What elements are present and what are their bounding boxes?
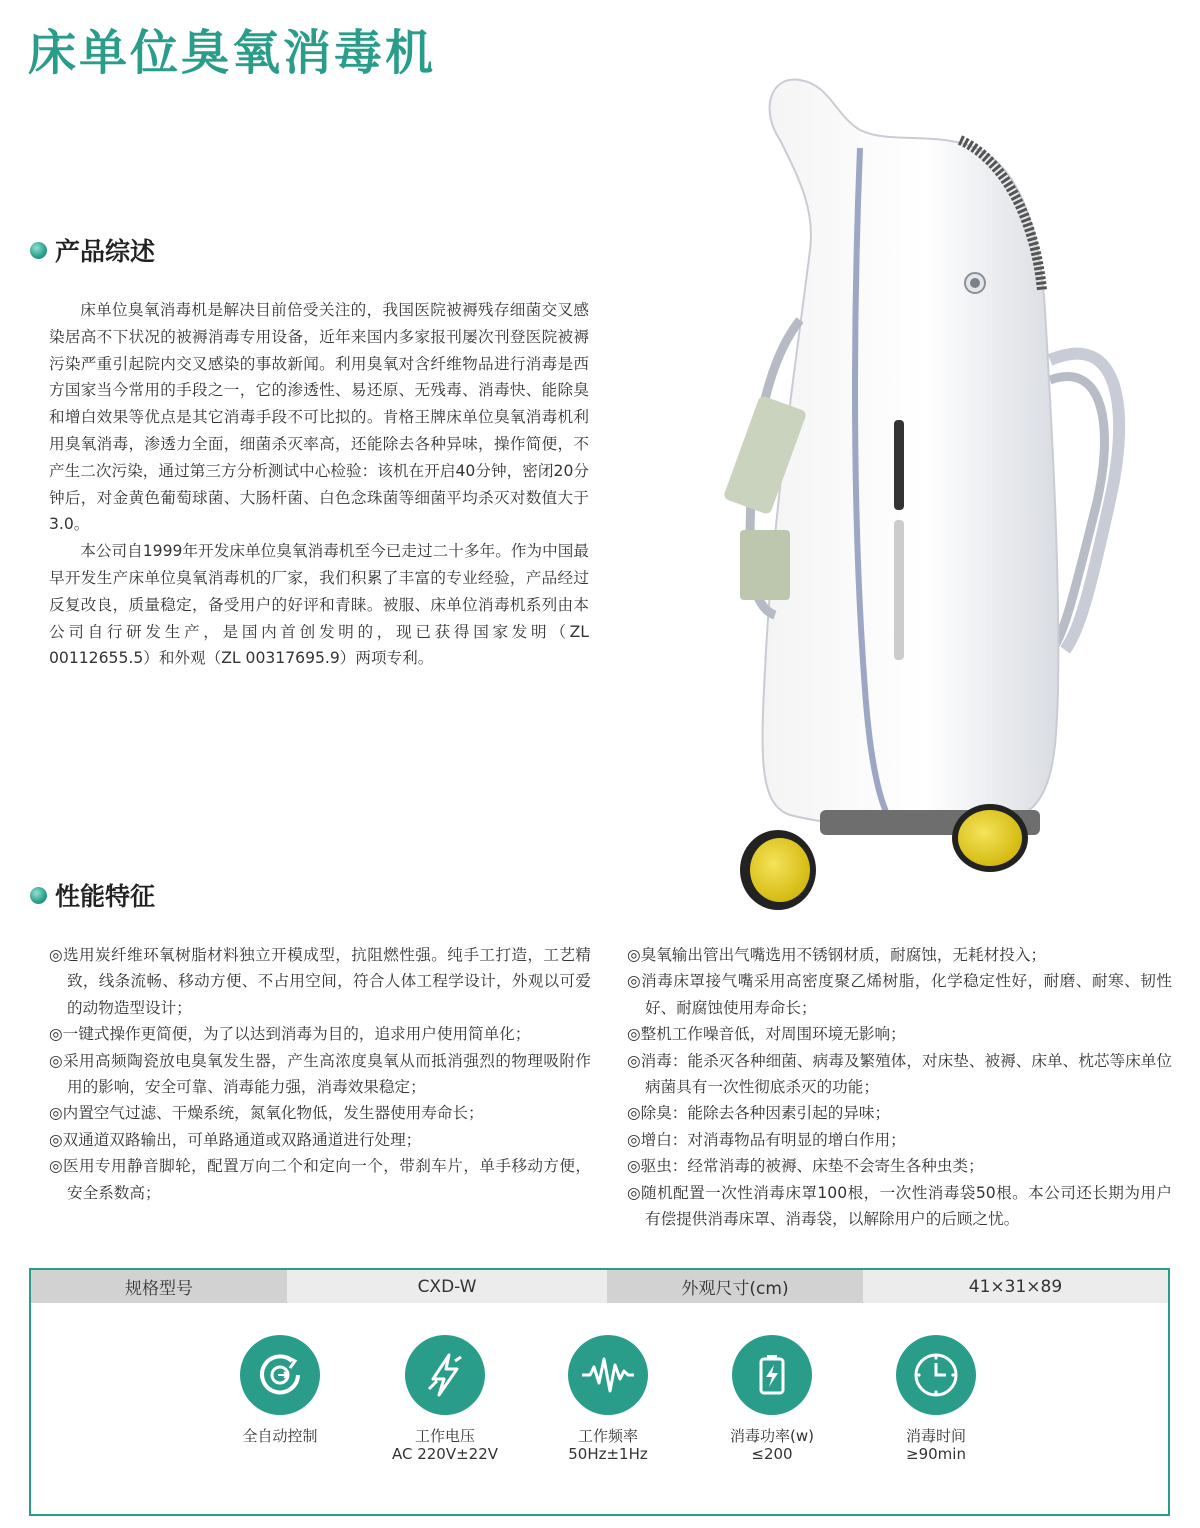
feature-item: ◎驱虫：经常消毒的被褥、床垫不会寄生各种虫类； <box>627 1157 984 1176</box>
spec-icon-item <box>365 1335 525 1463</box>
spec-icon-label: 消毒功率(w) <box>730 1427 814 1445</box>
feature-item: ◎双通道双路输出，可单路通道或双路通道进行处理； <box>49 1130 422 1149</box>
spec-icon-label: 消毒时间 <box>905 1427 966 1445</box>
frequency-icon <box>568 1335 648 1415</box>
spec-icon-value: AC 220V±22V <box>391 1445 499 1463</box>
spec-model-label: 规格型号 <box>31 1270 287 1303</box>
time-icon <box>896 1335 976 1415</box>
spec-icon-value: ≥90min <box>906 1445 966 1463</box>
spec-size-label: 外观尺寸(cm) <box>607 1270 863 1303</box>
features-heading-text: 性能特征 <box>55 882 156 911</box>
spec-icon-item <box>200 1335 360 1445</box>
spec-icon-label: 工作频率 <box>577 1427 638 1445</box>
page-title: 床单位臭氧消毒机 <box>28 25 437 81</box>
feature-item: ◎随机配置一次性消毒床罩100根，一次性消毒袋50根。本公司还长期为用户有偿提供消毒床罩、消毒袋，以解除用户的后顾之忧。 <box>627 1183 1172 1229</box>
spec-model-value: CXD-W <box>287 1270 607 1303</box>
feature-item: ◎增白：对消毒物品有明显的增白作用； <box>627 1130 906 1149</box>
spec-icon-value: ≤200 <box>751 1445 793 1463</box>
feature-item: ◎采用高频陶瓷放电臭氧发生器，产生高浓度臭氧从而抵消强烈的物理吸附作用的影响，安全可靠、消毒能力强，消毒效果稳定； <box>49 1051 591 1097</box>
spec-icon-label: 工作电压 <box>414 1427 475 1445</box>
bullet-dot-icon <box>30 887 47 904</box>
feature-item: ◎消毒：能杀灭各种细菌、病毒及繁殖体，对床垫、被褥、床单、枕芯等床单位病菌具有一次性彻底杀灭的功能； <box>627 1051 1172 1097</box>
feature-item: ◎一键式操作更简便，为了以达到消毒为目的，追求用户使用简单化； <box>49 1025 531 1044</box>
feature-item: ◎整机工作噪音低，对周围环境无影响； <box>627 1025 906 1044</box>
spec-icon-item <box>692 1335 852 1463</box>
power-icon <box>732 1335 812 1415</box>
features-heading <box>30 877 155 913</box>
product-image <box>720 70 1150 920</box>
auto-control-icon <box>240 1335 320 1415</box>
feature-item: ◎选用炭纤维环氧树脂材料独立开模成型，抗阻燃性强。纯手工打造，工艺精致，线条流畅、移动方便、不占用空间，符合人体工程学设计，外观以可爱的动物造型设计； <box>49 946 591 1017</box>
spec-icon-item <box>856 1335 1016 1463</box>
overview-text <box>49 297 589 672</box>
overview-heading <box>30 232 155 268</box>
overview-heading-text: 产品综述 <box>55 237 156 266</box>
feature-item: ◎臭氧输出管出气嘴选用不锈钢材质，耐腐蚀，无耗材投入； <box>627 946 1047 964</box>
overview-paragraph: 床单位臭氧消毒机是解决目前倍受关注的，我国医院被褥残存细菌交叉感染居高不下状况的被褥消毒专用设备，近年来国内多家报刊屡次刊登医院被褥污染严重引起院内交叉感染的事故新闻。利用臭氧对含纤维物品进行消毒是西方国家当今常用的手段之一，它的渗透性、易还原、无残毒、消毒快、能除臭和增白效果等优点是其它消毒手段不可比拟的。肯格王牌床单位臭氧消毒机利用臭氧消毒，渗透力全面，细菌杀灭率高，还能除去各种异味，操作简便，不产生二次污染，通过第三方分析测试中心检验：该机在开启40分钟，密闭20分钟后，对金黄色葡萄球菌、大肠杆菌、白色念珠菌等细菌平均杀灭对数值大于3.0。 <box>49 301 589 534</box>
spec-icon-label: 全自动控制 <box>242 1427 318 1445</box>
spec-row <box>31 1270 1168 1303</box>
feature-item: ◎除臭：能除去各种因素引起的异味； <box>627 1104 891 1123</box>
features-right-list <box>627 942 1172 1232</box>
voltage-icon <box>405 1335 485 1415</box>
spec-size-value: 41×31×89 <box>863 1270 1168 1303</box>
spec-icon-item <box>528 1335 688 1463</box>
spec-icon-value: 50Hz±1Hz <box>568 1445 648 1463</box>
feature-item: ◎消毒床罩接气嘴采用高密度聚乙烯树脂，化学稳定性好，耐磨、耐寒、韧性好、耐腐蚀使用寿命长； <box>627 972 1172 1017</box>
bullet-dot-icon <box>30 242 47 259</box>
overview-paragraph: 本公司自1999年开发床单位臭氧消毒机至今已走过二十多年。作为中国最早开发生产床单位臭氧消毒机的厂家，我们积累了丰富的专业经验，产品经过反复改良，质量稳定，备受用户的好评和青睐。被服、床单位消毒机系列由本公司自行研发生产，是国内首创发明的，现已获得国家发明（ZL 00112655.5）和外观（ZL 00317695.9）两项专利。 <box>49 542 589 668</box>
feature-item: ◎医用专用静音脚轮，配置万向二个和定向一个，带刹车片，单手移动方便，安全系数高； <box>49 1157 591 1202</box>
feature-item: ◎内置空气过滤、干燥系统，氮氧化物低，发生器使用寿命长； <box>49 1104 484 1123</box>
features-left-list <box>49 942 591 1206</box>
